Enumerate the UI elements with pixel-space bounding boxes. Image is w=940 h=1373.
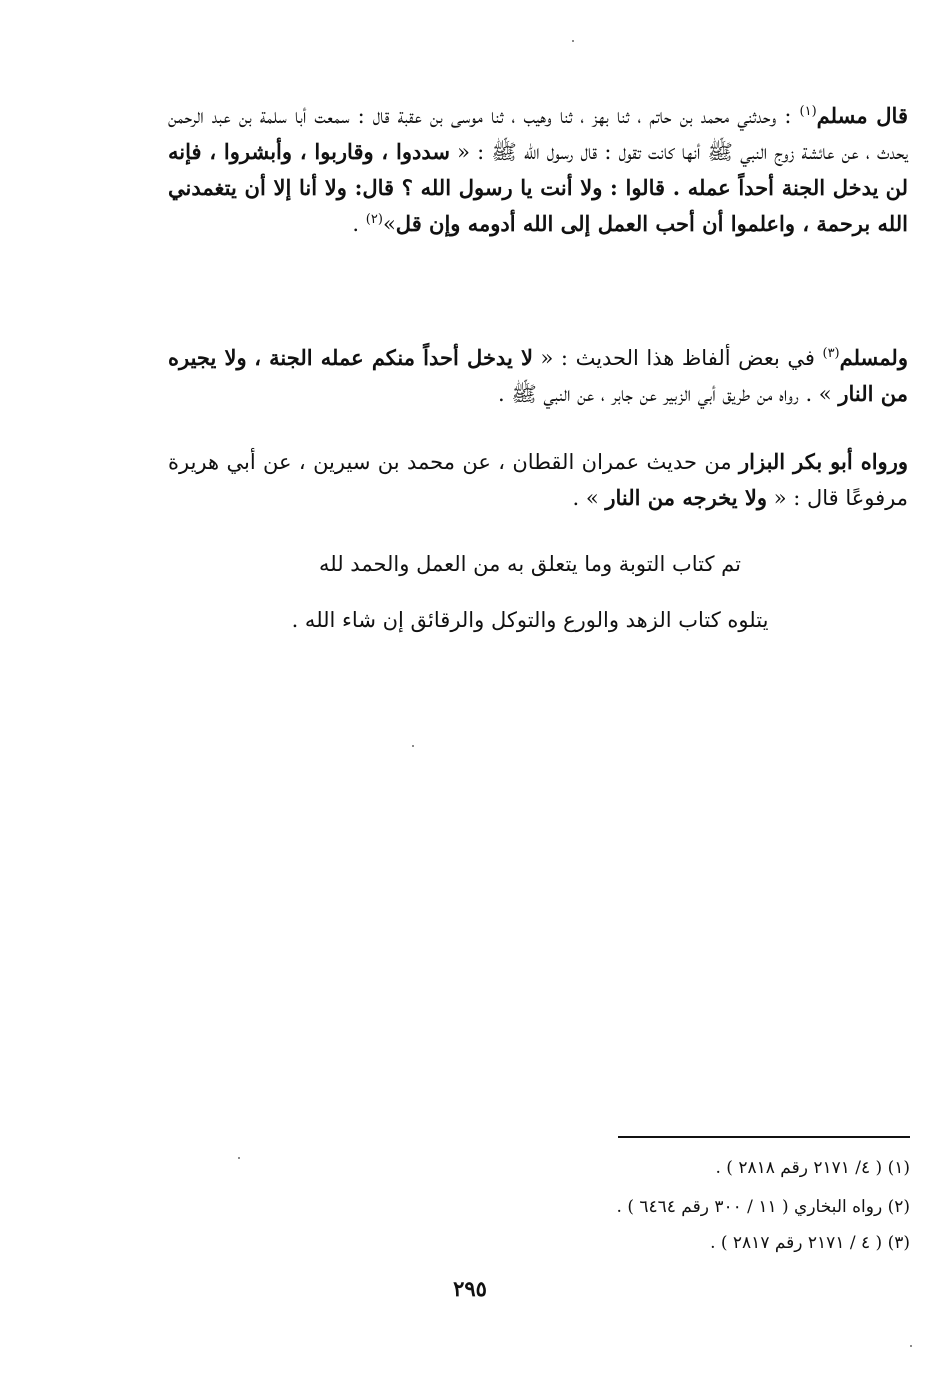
hadith-quote-2: ولا يجيره من النار	[168, 345, 908, 406]
paragraph-lead: ورواه أبو بكر البزار	[739, 449, 908, 474]
variant-rest: » . رواه من طريق أبي الزبير عن جابر ، عن النبي ﷺ .	[497, 382, 832, 406]
footnote-2: (٢) رواه البخاري ( ١١ / ٣٠٠ رقم ٦٤٦٤ ) .	[616, 1197, 910, 1217]
quote-close: »	[382, 212, 396, 236]
footnote-3: (٣) ( ٤ / ٢١٧١ رقم ٢٨١٧ ) .	[710, 1233, 910, 1253]
variant-intro: في بعض ألفاظ هذا الحديث : «	[540, 346, 815, 370]
paragraph-lead: ولمسلم	[839, 345, 908, 370]
closing-line-1: تم كتاب التوبة وما يتعلق به من العمل والحمد لله	[319, 552, 741, 576]
scan-speck	[572, 40, 574, 42]
hadith-quote-1: لا يدخل أحداً منكم عمله الجنة ،	[254, 345, 533, 370]
bazzar-quote: ولا يخرجه من النار	[605, 485, 768, 510]
isnad-text-line2: عقبة قال : سمعت أبا سلمة بن عبد الرحمن يحدث ، عن عائشة زوج النبي ﷺ	[168, 104, 908, 164]
scan-speck	[238, 1157, 240, 1159]
scan-speck	[910, 1345, 912, 1347]
closing-line-2: يتلوه كتاب الزهد والورع والتوكل والرقائق إن شاء الله .	[291, 608, 769, 632]
page-number: ٢٩٥	[453, 1276, 487, 1301]
isnad-text-line3: أنها كانت تقول : قال رسول الله ﷺ : «	[457, 140, 701, 164]
footnote-ref-1: (١)	[799, 104, 817, 119]
paragraph-muslim-narration	[168, 98, 908, 242]
hadith-text-line3: سددوا ، وقاربوا ، وأبشروا ، فإنه لن	[168, 139, 908, 200]
bazzar-line2: أبي هريرة مرفوعًا قال : «	[168, 450, 908, 510]
scan-speck	[412, 745, 414, 747]
footnote-divider	[618, 1136, 910, 1138]
footnote-ref-2: (٢)	[365, 212, 383, 227]
footnote-1: (١) ( ٤/ ٢١٧١ رقم ٢٨١٨ ) .	[715, 1158, 910, 1178]
isnad-text-line1: : وحدثني محمد بن حاتم ، ثنا بهز ، ثنا وهيب ، ثنا موسى بن	[429, 104, 792, 128]
hadith-text-line4: يدخل الجنة أحداً عمله . قالوا : ولا أنت يا رسول الله ؟ قال: ولا أنا إلا أن يتغمدني	[168, 175, 879, 200]
footnote-ref-3: (٣)	[822, 346, 840, 361]
paragraph-bazzar	[168, 444, 908, 516]
paragraph-muslim-variant	[168, 340, 908, 412]
hadith-text-line5: الله برحمة ، واعلموا أن أحب العمل إلى الله أدومه وإن قل	[395, 211, 908, 236]
bazzar-line1: من حديث عمران القطان ، عن محمد بن سيرين ، عن	[263, 450, 732, 474]
bazzar-end: » .	[572, 486, 599, 510]
paragraph-lead: قال مسلم	[816, 103, 908, 128]
sentence-end: .	[352, 212, 360, 236]
